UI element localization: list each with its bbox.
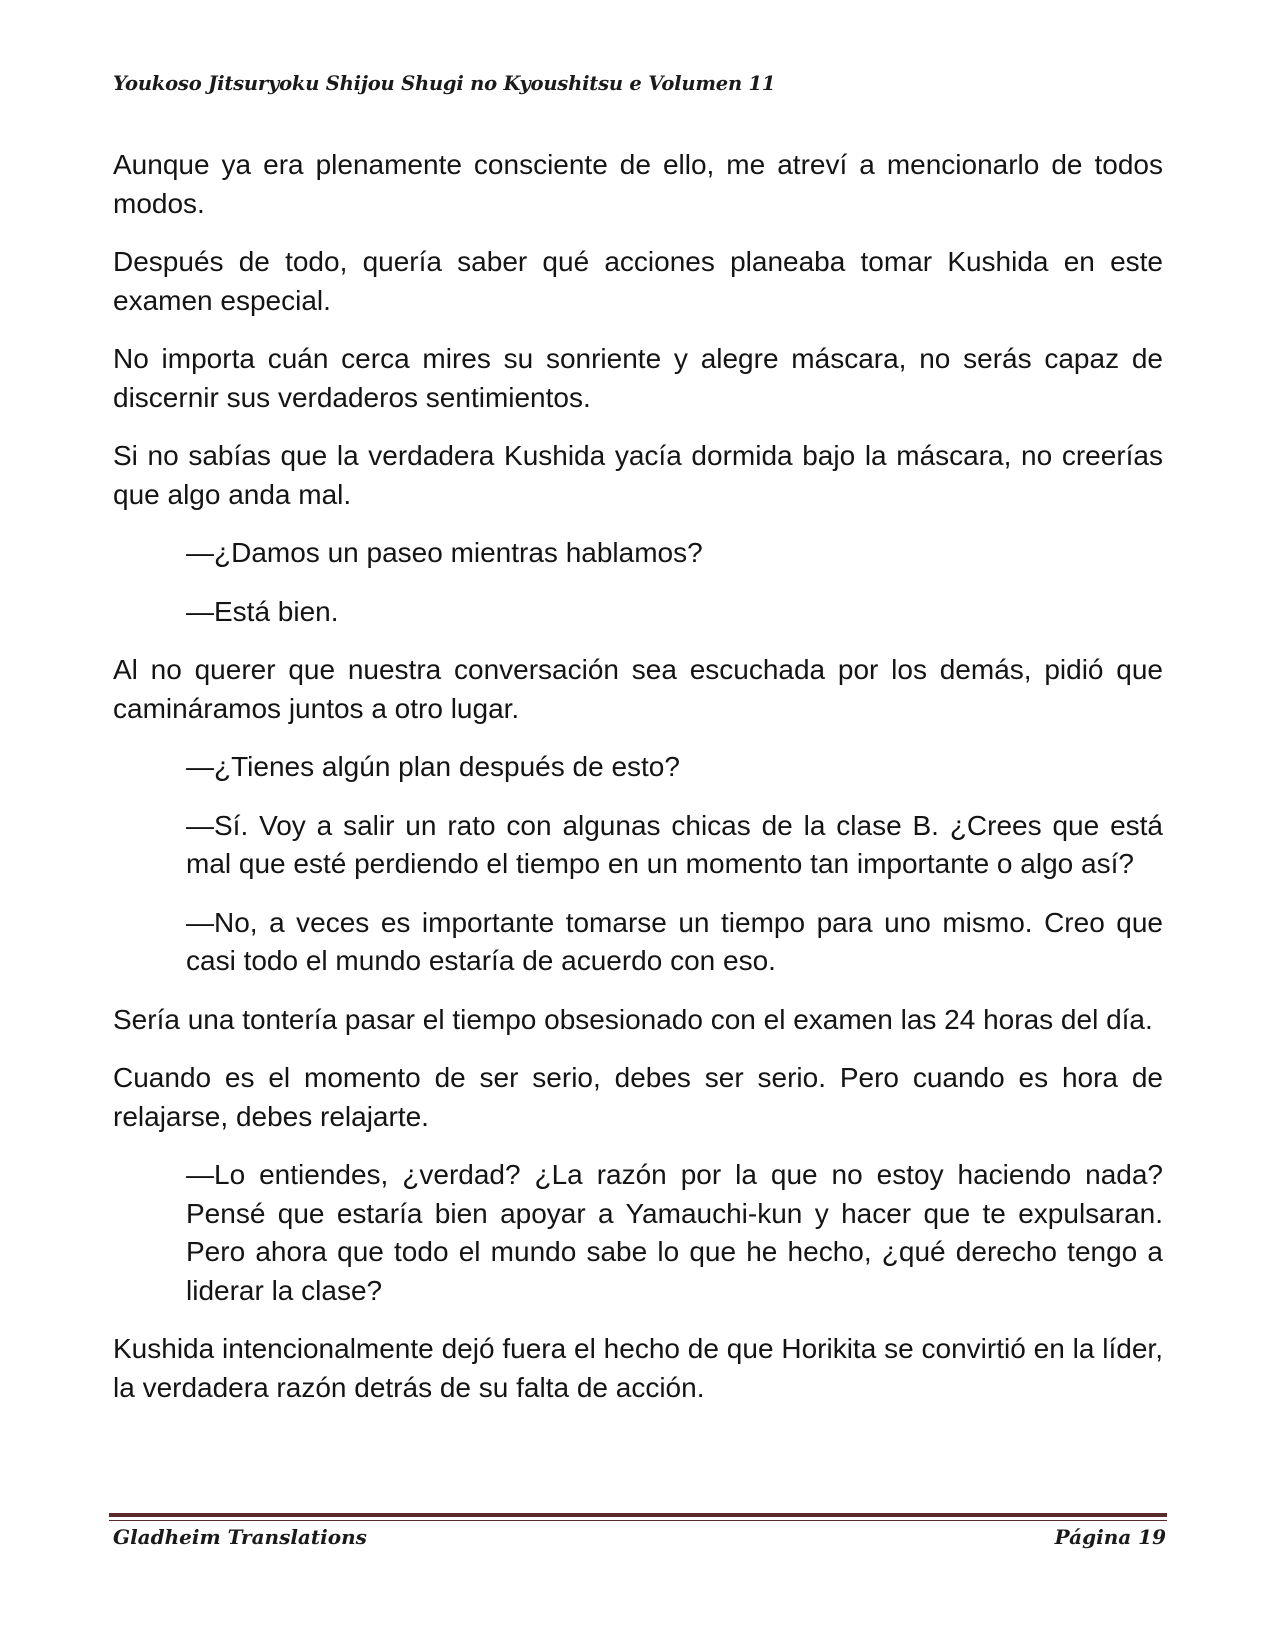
footer-page-number: Página 19 [1054, 1525, 1166, 1549]
footer-divider [109, 1513, 1167, 1517]
narration-paragraph: Después de todo, quería saber qué acciones planeaba tomar Kushida en este examen especial. [113, 246, 1163, 316]
page-content [113, 146, 1163, 1427]
narration-paragraph: Sería una tontería pasar el tiempo obsesionado con el examen las 24 horas del día. [113, 1003, 1153, 1035]
page-header-title: Youkoso Jitsuryoku Shijou Shugi no Kyoushitsu e Volumen 11 [113, 72, 776, 95]
narration-paragraph: Cuando es el momento de ser serio, debes ser serio. Pero cuando es hora de relajarse, debes relajarte. [113, 1062, 1163, 1132]
footer-translator-credit: Gladheim Translations [113, 1525, 367, 1549]
narration-paragraph: Kushida intencionalmente dejó fuera el hecho de que Horikita se convirtió en la líder, la verdadera razón detrás de su falta de acción. [113, 1333, 1163, 1403]
dialogue-paragraph: —Sí. Voy a salir un rato con algunas chicas de la clase B. ¿Crees que está mal que esté perdiendo el tiempo en un momento tan importante o algo así? [186, 809, 1163, 879]
dialogue-paragraph: —¿Damos un paseo mientras hablamos? [186, 537, 703, 568]
narration-paragraph: Al no querer que nuestra conversación sea escuchada por los demás, pidió que camináramos juntos a otro lugar. [113, 654, 1163, 724]
dialogue-paragraph: —Está bien. [186, 595, 339, 627]
footer-divider-thin [109, 1520, 1167, 1521]
narration-paragraph: Si no sabías que la verdadera Kushida yacía dormida bajo la máscara, no creerías que algo anda mal. [113, 440, 1163, 510]
narration-paragraph: Aunque ya era plenamente consciente de ello, me atreví a mencionarlo de todos modos. [113, 149, 1163, 219]
dialogue-paragraph: —Lo entiendes, ¿verdad? ¿La razón por la que no estoy haciendo nada? Pensé que estaría bien apoyar a Yamauchi-kun y hacer que te expulsaran. Pero ahora que todo el mundo sabe lo que he hecho, ¿qué derecho tengo a liderar la clase? [186, 1159, 1163, 1306]
dialogue-paragraph: —¿Tienes algún plan después de esto? [186, 751, 680, 782]
narration-paragraph: No importa cuán cerca mires su sonriente y alegre máscara, no serás capaz de discernir sus verdaderos sentimientos. [113, 343, 1163, 413]
dialogue-paragraph: —No, a veces es importante tomarse un tiempo para uno mismo. Creo que casi todo el mundo estaría de acuerdo con eso. [186, 906, 1163, 976]
